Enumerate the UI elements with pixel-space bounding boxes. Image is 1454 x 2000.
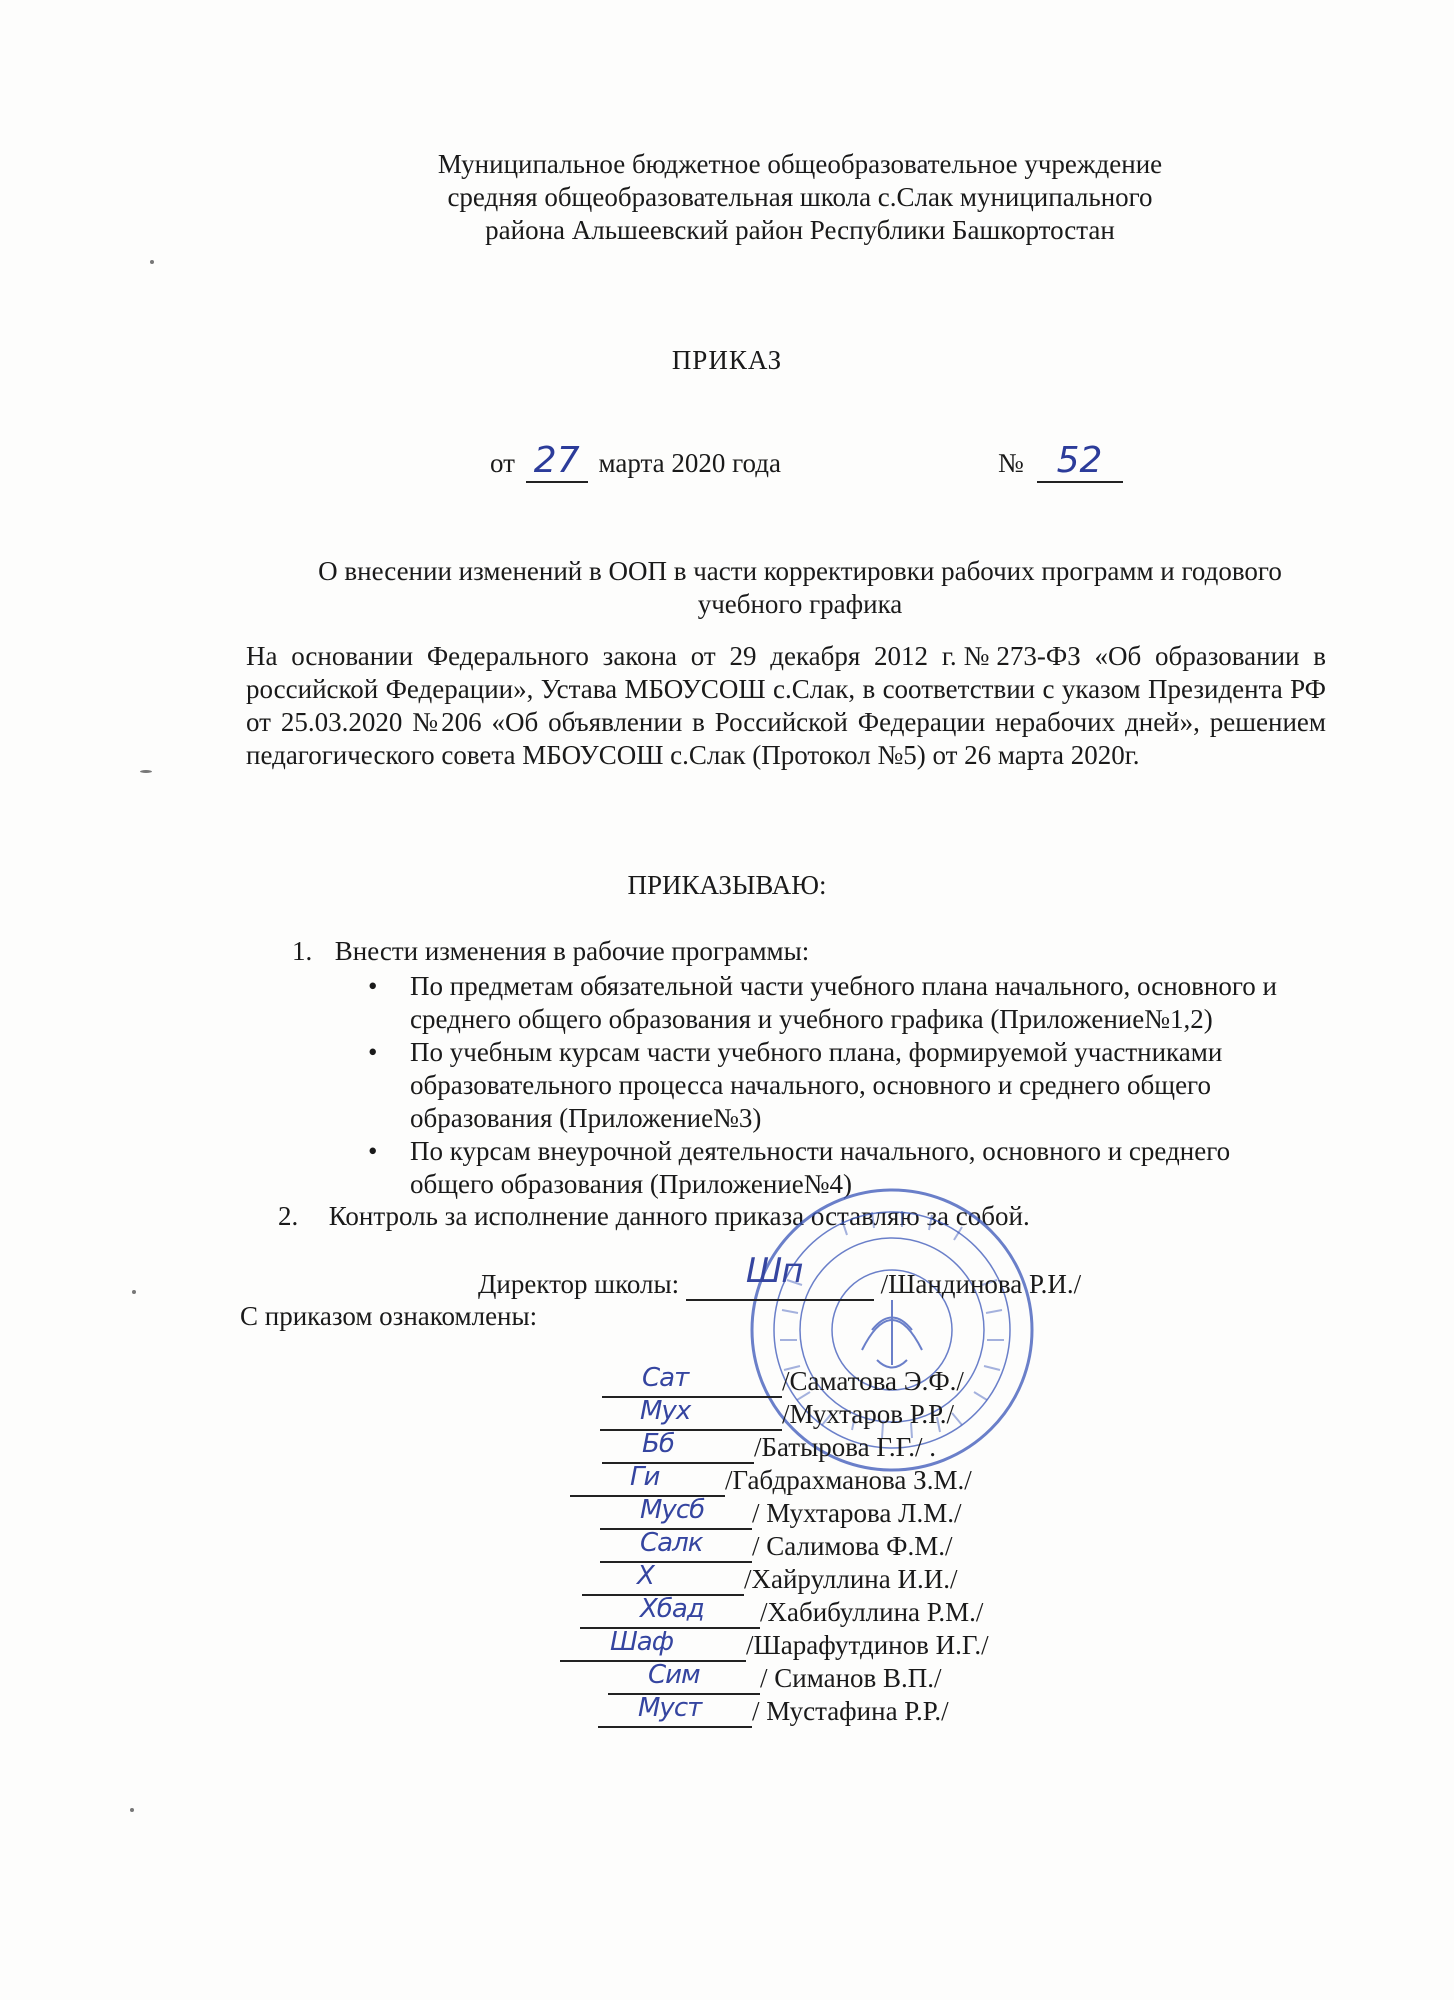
bullet-line: среднего общего образования и учебного графика (Приложение№1,2) xyxy=(410,1004,1213,1034)
signature-line xyxy=(686,1251,874,1301)
staff-name: /Мухтаров Р.Р./ xyxy=(782,1399,955,1429)
acknowledgement-row xyxy=(600,1497,961,1530)
handwritten-signature: Сат xyxy=(642,1363,689,1393)
orders-heading: ПРИКАЗЫВАЮ: xyxy=(627,870,827,900)
order-number-label: 2. xyxy=(278,1201,299,1231)
handwritten-signature: Шаф xyxy=(610,1627,673,1657)
bullet-item xyxy=(410,970,1277,1036)
order-text: Внести изменения в рабочие программы: xyxy=(334,936,810,966)
order-number xyxy=(998,440,1123,483)
signature-line xyxy=(570,1462,725,1497)
signature-line xyxy=(600,1495,752,1530)
acknowledgement-row xyxy=(598,1695,949,1728)
staff-name: /Хабибуллина Р.М./ xyxy=(760,1597,984,1627)
handwritten-signature: Мух xyxy=(640,1396,691,1426)
director-signature: Шп xyxy=(745,1251,803,1291)
bullet-line: • По курсам внеурочной деятельности начального, основного и среднего xyxy=(410,1136,1231,1166)
bullet-line: образовательного процесса начального, основного и среднего общего xyxy=(410,1070,1211,1100)
acknowledgement-row xyxy=(600,1530,952,1563)
acknowledgement-row xyxy=(570,1464,972,1497)
staff-name: / Мухтарова Л.М./ xyxy=(752,1498,962,1528)
handwritten-signature: Салк xyxy=(640,1528,703,1558)
signature-line xyxy=(582,1561,744,1596)
date-prefix: от xyxy=(490,448,515,478)
subject-line: О внесении изменений в ООП в части корректировки рабочих программ и годового xyxy=(318,556,1282,586)
scan-speck xyxy=(150,260,154,264)
bullet-line: общего образования (Приложение№4) xyxy=(410,1169,852,1199)
handwritten-signature: Муст xyxy=(638,1693,702,1723)
handwritten-signature: Хбад xyxy=(640,1594,704,1624)
signature-line xyxy=(560,1627,746,1662)
header-line: Муниципальное бюджетное общеобразовательное учреждение xyxy=(437,149,1163,179)
order-number-label: 1. xyxy=(292,936,313,966)
acknowledgement-row xyxy=(560,1629,989,1662)
signature-line xyxy=(580,1594,760,1629)
acquainted-label: С приказом ознакомлены: xyxy=(240,1301,538,1331)
acknowledgement-row xyxy=(580,1596,983,1629)
signature-line xyxy=(600,1396,782,1431)
acknowledgement-row xyxy=(608,1662,942,1695)
staff-name: /Шарафутдинов И.Г./ xyxy=(746,1630,989,1660)
handwritten-signature: Ги xyxy=(630,1462,660,1492)
bullet-line: • По учебным курсам части учебного плана, формируемой участниками xyxy=(410,1037,1223,1067)
scan-speck xyxy=(130,1808,134,1812)
staff-name: /Батырова Г.Г./ . xyxy=(754,1432,936,1462)
order-item xyxy=(292,935,809,968)
scan-speck xyxy=(140,770,152,773)
order-date xyxy=(490,440,781,483)
bullet-item xyxy=(410,1036,1222,1135)
order-basis: На основании Федерального закона от 29 декабря 2012 г.№273-ФЗ «Об образовании в российской Федерации», Устава МБОУСОШ с.Слак, в соответствии с указом Президента РФ от 25.03.2020 №206 «Об объявлении в Российской Федерации нерабочих дней», решением педагогического совета МБОУСОШ с.Слак (Протокол №5) от 26 марта 2020г. xyxy=(246,641,1326,770)
bullet-line: • По предметам обязательной части учебного плана начального, основного и xyxy=(410,971,1277,1001)
signature-line xyxy=(602,1363,782,1398)
scan-speck xyxy=(132,1290,136,1294)
header-line: района Альшеевский район Республики Башкортостан xyxy=(485,215,1115,245)
bullet-line: образования (Приложение№3) xyxy=(410,1103,762,1133)
subject-line: учебного графика xyxy=(697,589,903,619)
staff-name: / Симанов В.П./ xyxy=(760,1663,942,1693)
handwritten-signature: Бб xyxy=(642,1429,674,1459)
number-label: № xyxy=(998,448,1024,478)
document-title: ПРИКАЗ xyxy=(671,345,783,375)
signature-line xyxy=(600,1528,752,1563)
signature-line xyxy=(598,1693,752,1728)
director-signature-row xyxy=(478,1251,1082,1301)
director-name: /Шандинова Р.И./ xyxy=(880,1269,1082,1299)
number-handwritten: 52 xyxy=(1037,440,1123,483)
staff-name: /Габдрахманова З.М./ xyxy=(725,1465,972,1495)
staff-name: /Хайруллина И.И./ xyxy=(744,1564,958,1594)
handwritten-signature: Сим xyxy=(648,1660,700,1690)
handwritten-signature: Х xyxy=(637,1561,654,1591)
handwritten-signature: Мусб xyxy=(640,1495,705,1525)
director-label: Директор школы: xyxy=(478,1269,680,1299)
acknowledgement-row xyxy=(602,1365,964,1398)
date-day-handwritten: 27 xyxy=(526,440,588,483)
staff-name: /Саматова Э.Ф./ xyxy=(782,1366,964,1396)
organization-header xyxy=(300,148,1300,247)
date-suffix: марта 2020 года xyxy=(598,448,781,478)
staff-name: / Мустафина Р.Р./ xyxy=(752,1696,949,1726)
staff-name: / Салимова Ф.М./ xyxy=(752,1531,953,1561)
signature-line xyxy=(602,1429,754,1464)
order-text: Контроль за исполнение данного приказа оставляю за собой. xyxy=(328,1201,1030,1231)
order-subject xyxy=(270,555,1330,621)
header-line: средняя общеобразовательная школа с.Слак муниципального xyxy=(447,182,1153,212)
acknowledgement-row xyxy=(582,1563,957,1596)
acknowledgement-row xyxy=(602,1431,936,1464)
acknowledgement-row xyxy=(600,1398,954,1431)
signature-line xyxy=(608,1660,760,1695)
